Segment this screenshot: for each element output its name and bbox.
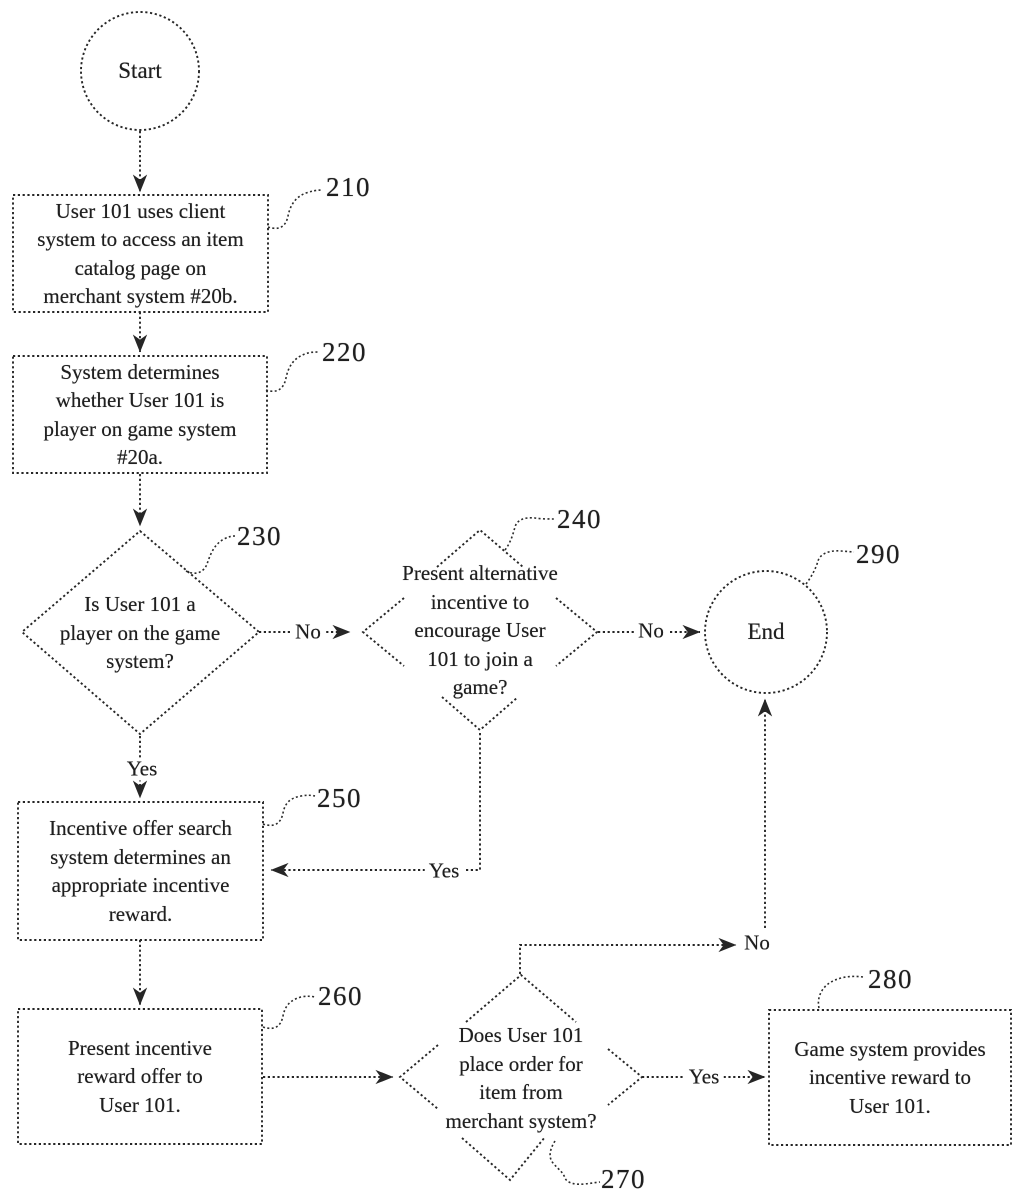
ref-label-260: 260	[318, 981, 363, 1011]
edge-label-no-270-290: No	[740, 932, 774, 955]
process-box-210-text: User 101 uses client system to access an item catalog page on merchant system #20b.	[37, 198, 244, 308]
process-box-250-text: Incentive offer search system determines an appropriate incentive reward.	[49, 816, 232, 926]
end-label: End	[747, 619, 785, 644]
process-box-280	[769, 1010, 1011, 1145]
edge-label-yes-240-250: Yes	[425, 860, 464, 883]
process-box-260-text: Present incentive reward offer to User 101.	[67, 1035, 213, 1117]
edge-label-yes-230-250: Yes	[123, 758, 162, 781]
ref-label-240: 240	[557, 504, 602, 534]
end-node	[705, 571, 827, 693]
process-box-220-text: System determines whether User 101 is player on game system #20a.	[43, 359, 237, 469]
process-box-220	[13, 356, 267, 473]
ref-label-230: 230	[237, 521, 282, 551]
ref-label-210: 210	[326, 172, 371, 202]
ref-label-290: 290	[856, 539, 901, 569]
edge-label-no-230-240: No	[291, 621, 325, 644]
process-box-260	[18, 1009, 262, 1144]
decision-diamond-230-text: Is User 101 a player on the game system?	[59, 592, 221, 674]
decision-diamond-270-text: Does User 101 place order for item from merchant system?	[445, 1023, 597, 1133]
edge-label-no-240-290: No	[634, 620, 668, 643]
process-box-280-text: Game system provides incentive reward to User 101.	[794, 1036, 986, 1118]
process-box-210	[13, 195, 268, 312]
decision-diamond-240-text: Present alternative incentive to encourage User 101 to join a game?	[402, 561, 558, 700]
ref-label-250: 250	[317, 783, 362, 813]
decision-diamond-240	[370, 558, 590, 703]
start-label: Start	[118, 58, 162, 83]
decision-diamond-270	[405, 1019, 637, 1137]
process-box-250	[18, 802, 263, 940]
start-node	[81, 12, 199, 130]
ref-label-220: 220	[322, 337, 367, 367]
ref-label-270: 270	[601, 1164, 646, 1194]
ref-label-280: 280	[868, 964, 913, 994]
decision-diamond-230	[25, 589, 255, 677]
edge-label-yes-270-280: Yes	[685, 1066, 724, 1089]
